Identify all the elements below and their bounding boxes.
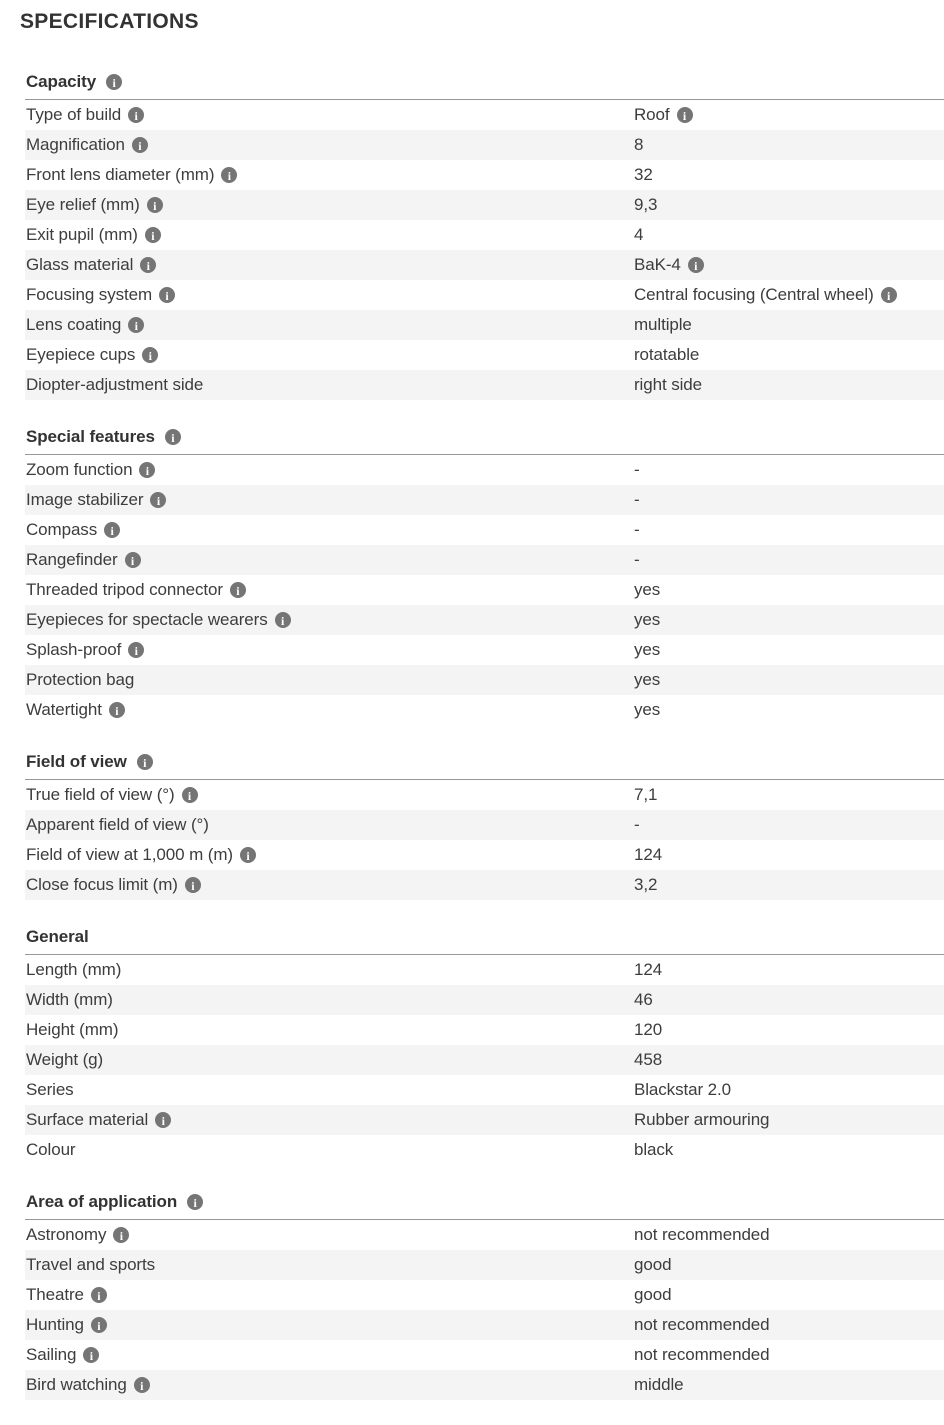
- table-row: [25, 810, 944, 840]
- spec-value-cell: [634, 165, 944, 185]
- spec-value: multiple: [634, 315, 692, 334]
- table-row: [25, 545, 944, 575]
- section-rows: [25, 955, 944, 1165]
- info-icon[interactable]: i: [240, 847, 256, 863]
- info-icon[interactable]: i: [83, 1347, 99, 1363]
- spec-value: yes: [634, 610, 661, 629]
- table-row: [25, 955, 944, 985]
- spec-label-cell: [25, 225, 634, 245]
- spec-label-cell: [25, 255, 634, 275]
- spec-value: Central focusing (Central wheel): [634, 285, 874, 304]
- spec-label-cell: [25, 815, 634, 835]
- spec-value: -: [634, 460, 640, 479]
- spec-label-cell: [25, 135, 634, 155]
- spec-value-cell: [634, 255, 944, 275]
- spec-label-cell: [25, 1315, 634, 1335]
- info-icon[interactable]: i: [106, 74, 122, 90]
- section-header: [25, 926, 944, 955]
- spec-value: 124: [634, 845, 663, 864]
- section-title: Area of application: [26, 1192, 178, 1211]
- spec-value-cell: [634, 520, 944, 540]
- spec-value-cell: [634, 195, 944, 215]
- spec-label-cell: [25, 315, 634, 335]
- spec-value-cell: [634, 815, 944, 835]
- spec-label: Length (mm): [26, 960, 122, 979]
- spec-label: Astronomy: [26, 1225, 107, 1244]
- spec-label: Apparent field of view (°): [26, 815, 209, 834]
- spec-label: Zoom function: [26, 460, 133, 479]
- table-row: [25, 840, 944, 870]
- table-row: [25, 1250, 944, 1280]
- spec-label: Weight (g): [26, 1050, 104, 1069]
- table-row: [25, 100, 944, 130]
- spec-value-cell: [634, 1285, 944, 1305]
- table-row: [25, 190, 944, 220]
- table-row: [25, 160, 944, 190]
- table-row: [25, 1075, 944, 1105]
- spec-value: good: [634, 1285, 672, 1304]
- spec-label: Series: [26, 1080, 74, 1099]
- table-row: [25, 220, 944, 250]
- spec-label-cell: [25, 845, 634, 865]
- table-row: [25, 1370, 944, 1400]
- section-header: [25, 71, 944, 100]
- spec-section-general: [25, 926, 944, 1165]
- spec-value: not recommended: [634, 1225, 770, 1244]
- spec-value-cell: [634, 580, 944, 600]
- spec-label: Front lens diameter (mm): [26, 165, 215, 184]
- table-row: [25, 1015, 944, 1045]
- spec-value: yes: [634, 580, 661, 599]
- spec-value-cell: [634, 345, 944, 365]
- spec-label: Bird watching: [26, 1375, 127, 1394]
- spec-label: Sailing: [26, 1345, 77, 1364]
- spec-section-capacity: [25, 71, 944, 400]
- spec-value-cell: [634, 1080, 944, 1100]
- spec-label-cell: [25, 1285, 634, 1305]
- info-icon[interactable]: i: [182, 787, 198, 803]
- spec-label: Theatre: [26, 1285, 84, 1304]
- spec-value-cell: [634, 285, 944, 305]
- spec-value-cell: [634, 1375, 944, 1395]
- table-row: [25, 695, 944, 725]
- table-row: [25, 250, 944, 280]
- info-icon[interactable]: i: [134, 1377, 150, 1393]
- spec-label: True field of view (°): [26, 785, 175, 804]
- spec-value-cell: [634, 1110, 944, 1130]
- spec-value-cell: [634, 550, 944, 570]
- spec-label: Hunting: [26, 1315, 84, 1334]
- spec-value-cell: [634, 1345, 944, 1365]
- spec-value: black: [634, 1140, 674, 1159]
- info-icon[interactable]: i: [145, 227, 161, 243]
- spec-label-cell: [25, 1345, 634, 1365]
- spec-label-cell: [25, 490, 634, 510]
- spec-value: yes: [634, 670, 661, 689]
- spec-value-cell: [634, 1020, 944, 1040]
- spec-label-cell: [25, 610, 634, 630]
- spec-value: yes: [634, 640, 661, 659]
- spec-value-cell: [634, 105, 944, 125]
- table-row: [25, 130, 944, 160]
- spec-label: Eyepiece cups: [26, 345, 136, 364]
- table-row: [25, 575, 944, 605]
- spec-value: 7,1: [634, 785, 658, 804]
- table-row: [25, 605, 944, 635]
- spec-value: right side: [634, 375, 702, 394]
- info-icon[interactable]: i: [113, 1227, 129, 1243]
- spec-label: Diopter-adjustment side: [26, 375, 204, 394]
- spec-value: 4: [634, 225, 644, 244]
- spec-label-cell: [25, 195, 634, 215]
- info-icon[interactable]: i: [137, 754, 153, 770]
- spec-label: Surface material: [26, 1110, 149, 1129]
- info-icon[interactable]: i: [128, 317, 144, 333]
- spec-label: Glass material: [26, 255, 134, 274]
- spec-label: Type of build: [26, 105, 122, 124]
- spec-value-cell: [634, 1255, 944, 1275]
- table-row: [25, 665, 944, 695]
- spec-value: 3,2: [634, 875, 658, 894]
- table-row: [25, 1135, 944, 1165]
- spec-label: Focusing system: [26, 285, 153, 304]
- spec-value-cell: [634, 315, 944, 335]
- spec-label-cell: [25, 345, 634, 365]
- spec-label: Splash-proof: [26, 640, 122, 659]
- spec-value: -: [634, 520, 640, 539]
- spec-value-cell: [634, 640, 944, 660]
- spec-label-cell: [25, 105, 634, 125]
- spec-value: -: [634, 815, 640, 834]
- info-icon[interactable]: i: [155, 1112, 171, 1128]
- spec-label: Protection bag: [26, 670, 135, 689]
- info-icon[interactable]: i: [185, 877, 201, 893]
- spec-value-cell: [634, 670, 944, 690]
- table-row: [25, 1340, 944, 1370]
- spec-label: Lens coating: [26, 315, 122, 334]
- spec-label: Magnification: [26, 135, 125, 154]
- spec-label-cell: [25, 1080, 634, 1100]
- table-row: [25, 635, 944, 665]
- info-icon[interactable]: i: [165, 429, 181, 445]
- spec-value-cell: [634, 1225, 944, 1245]
- table-row: [25, 340, 944, 370]
- spec-value: 120: [634, 1020, 663, 1039]
- spec-label-cell: [25, 785, 634, 805]
- spec-label: Watertight: [26, 700, 102, 719]
- section-header: [25, 751, 944, 780]
- info-icon[interactable]: i: [91, 1317, 107, 1333]
- info-icon[interactable]: i: [128, 642, 144, 658]
- spec-value-cell: [634, 1050, 944, 1070]
- table-row: [25, 310, 944, 340]
- table-row: [25, 485, 944, 515]
- spec-label: Width (mm): [26, 990, 113, 1009]
- section-title: Field of view: [26, 752, 127, 771]
- spec-label-cell: [25, 640, 634, 660]
- info-icon[interactable]: i: [128, 107, 144, 123]
- info-icon[interactable]: i: [139, 462, 155, 478]
- section-title: Special features: [26, 427, 155, 446]
- spec-value: Rubber armouring: [634, 1110, 770, 1129]
- spec-label: Eyepieces for spectacle wearers: [26, 610, 268, 629]
- info-icon[interactable]: i: [142, 347, 158, 363]
- info-icon[interactable]: i: [275, 612, 291, 628]
- section-rows: [25, 1220, 944, 1400]
- spec-value: 32: [634, 165, 653, 184]
- spec-label-cell: [25, 960, 634, 980]
- spec-label-cell: [25, 550, 634, 570]
- spec-value-cell: [634, 1140, 944, 1160]
- spec-value: 458: [634, 1050, 663, 1069]
- spec-label-cell: [25, 1140, 634, 1160]
- spec-label-cell: [25, 285, 634, 305]
- info-icon[interactable]: i: [91, 1287, 107, 1303]
- spec-value-cell: [634, 875, 944, 895]
- spec-label: Image stabilizer: [26, 490, 144, 509]
- spec-value-cell: [634, 610, 944, 630]
- spec-label-cell: [25, 670, 634, 690]
- spec-value: 9,3: [634, 195, 658, 214]
- table-row: [25, 1310, 944, 1340]
- spec-value-cell: [634, 225, 944, 245]
- spec-value: -: [634, 490, 640, 509]
- info-icon[interactable]: i: [140, 257, 156, 273]
- info-icon[interactable]: i: [150, 492, 166, 508]
- spec-value: 8: [634, 135, 644, 154]
- spec-label-cell: [25, 375, 634, 395]
- specifications-table: [25, 71, 944, 1400]
- info-icon[interactable]: i: [881, 287, 897, 303]
- table-row: [25, 280, 944, 310]
- info-icon[interactable]: i: [677, 107, 693, 123]
- spec-label: Threaded tripod connector: [26, 580, 223, 599]
- spec-label: Height (mm): [26, 1020, 119, 1039]
- info-icon[interactable]: i: [147, 197, 163, 213]
- spec-label-cell: [25, 1110, 634, 1130]
- spec-label-cell: [25, 1225, 634, 1245]
- spec-label: Close focus limit (m): [26, 875, 178, 894]
- spec-value-cell: [634, 135, 944, 155]
- spec-section-area-of-application: [25, 1191, 944, 1400]
- spec-value-cell: [634, 845, 944, 865]
- section-header: [25, 426, 944, 455]
- table-row: [25, 1220, 944, 1250]
- info-icon[interactable]: i: [109, 702, 125, 718]
- spec-value: 46: [634, 990, 653, 1009]
- info-icon[interactable]: i: [688, 257, 704, 273]
- spec-label: Colour: [26, 1140, 76, 1159]
- spec-value: middle: [634, 1375, 684, 1394]
- page-title: SPECIFICATIONS: [20, 10, 199, 33]
- spec-label-cell: [25, 460, 634, 480]
- section-rows: [25, 455, 944, 725]
- spec-value: BaK-4: [634, 255, 681, 274]
- spec-value-cell: [634, 990, 944, 1010]
- section-title: Capacity: [26, 72, 97, 91]
- info-icon[interactable]: i: [230, 582, 246, 598]
- spec-value: not recommended: [634, 1315, 770, 1334]
- info-icon[interactable]: i: [132, 137, 148, 153]
- table-row: [25, 1280, 944, 1310]
- spec-label: Eye relief (mm): [26, 195, 140, 214]
- spec-value-cell: [634, 700, 944, 720]
- info-icon[interactable]: i: [104, 522, 120, 538]
- table-row: [25, 985, 944, 1015]
- table-row: [25, 780, 944, 810]
- spec-label-cell: [25, 1255, 634, 1275]
- section-rows: [25, 100, 944, 400]
- spec-label-cell: [25, 1050, 634, 1070]
- spec-value: not recommended: [634, 1345, 770, 1364]
- spec-value-cell: [634, 490, 944, 510]
- spec-label-cell: [25, 875, 634, 895]
- table-row: [25, 515, 944, 545]
- table-row: [25, 1045, 944, 1075]
- info-icon[interactable]: i: [221, 167, 237, 183]
- spec-label: Rangefinder: [26, 550, 118, 569]
- section-rows: [25, 780, 944, 900]
- info-icon[interactable]: i: [187, 1194, 203, 1210]
- table-row: [25, 370, 944, 400]
- spec-section-field-of-view: [25, 751, 944, 900]
- spec-value: 124: [634, 960, 663, 979]
- spec-label-cell: [25, 165, 634, 185]
- spec-value: -: [634, 550, 640, 569]
- spec-label-cell: [25, 520, 634, 540]
- spec-section-special-features: [25, 426, 944, 725]
- spec-label: Exit pupil (mm): [26, 225, 138, 244]
- info-icon[interactable]: i: [125, 552, 141, 568]
- spec-value-cell: [634, 460, 944, 480]
- spec-value: Roof: [634, 105, 670, 124]
- spec-value: rotatable: [634, 345, 700, 364]
- table-row: [25, 455, 944, 485]
- spec-value-cell: [634, 375, 944, 395]
- spec-label: Compass: [26, 520, 98, 539]
- spec-value: Blackstar 2.0: [634, 1080, 731, 1099]
- info-icon[interactable]: i: [159, 287, 175, 303]
- spec-value: yes: [634, 700, 661, 719]
- table-row: [25, 1105, 944, 1135]
- spec-label-cell: [25, 1375, 634, 1395]
- section-header: [25, 1191, 944, 1220]
- spec-label-cell: [25, 1020, 634, 1040]
- spec-label: Field of view at 1,000 m (m): [26, 845, 233, 864]
- spec-label-cell: [25, 700, 634, 720]
- spec-value: good: [634, 1255, 672, 1274]
- section-title: General: [26, 927, 89, 946]
- spec-value-cell: [634, 785, 944, 805]
- spec-label-cell: [25, 580, 634, 600]
- table-row: [25, 870, 944, 900]
- spec-label: Travel and sports: [26, 1255, 156, 1274]
- spec-label-cell: [25, 990, 634, 1010]
- spec-value-cell: [634, 960, 944, 980]
- spec-value-cell: [634, 1315, 944, 1335]
